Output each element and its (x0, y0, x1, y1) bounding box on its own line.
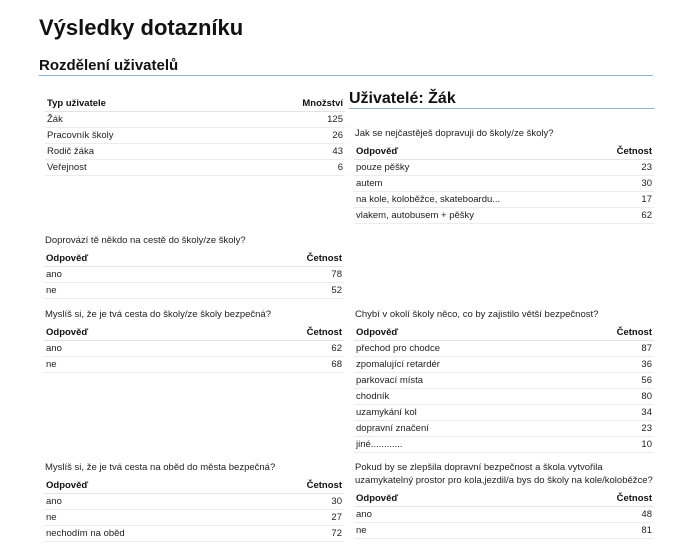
table-cell: ano (44, 267, 206, 283)
table-row (354, 208, 654, 224)
table-row (354, 192, 654, 208)
subsection-title: Uživatelé: Žák (349, 90, 456, 107)
table-cell: ne (354, 523, 516, 539)
table-cell: 48 (516, 507, 654, 523)
table-header-row (354, 143, 654, 160)
table-cell: 27 (247, 510, 344, 526)
subsection-divider (349, 108, 654, 109)
table-header-row (354, 490, 654, 507)
section-title: Rozdělení uživatelů (39, 57, 179, 74)
table-cell: 87 (561, 341, 654, 357)
column-header: Četnost (561, 324, 654, 341)
table-cell: 10 (561, 437, 654, 453)
table-header-row (44, 250, 344, 267)
table-cell: Veřejnost (45, 160, 229, 176)
survey-block (354, 461, 654, 539)
survey-block (354, 308, 654, 453)
table-cell: 52 (206, 283, 344, 299)
table-row (45, 112, 345, 128)
table-cell: vlakem, autobusem + pěšky (354, 208, 591, 224)
survey-table (44, 477, 344, 542)
survey-question: Doprovází tě někdo na cestě do školy/ze školy? (45, 235, 246, 246)
table-row (44, 526, 344, 542)
column-header: Četnost (591, 143, 654, 160)
table-cell: Rodič žáka (45, 144, 229, 160)
column-header: Odpověď (354, 324, 561, 341)
column-header: Odpověď (44, 477, 247, 494)
table-cell: ne (44, 283, 206, 299)
table-row (354, 373, 654, 389)
table-cell: 23 (591, 160, 654, 176)
table-cell: 6 (229, 160, 345, 176)
survey-question: Myslíš si, že je tvá cesta na oběd do města bezpečná? (45, 462, 276, 473)
column-header: Četnost (516, 490, 654, 507)
table-cell: jiné............ (354, 437, 561, 453)
table-header-row (44, 324, 344, 341)
table-row (45, 128, 345, 144)
table-cell: 26 (229, 128, 345, 144)
table-cell: 62 (206, 341, 344, 357)
column-header: Odpověď (354, 490, 516, 507)
table-cell: ne (44, 510, 247, 526)
survey-block (354, 127, 654, 224)
table-cell: 17 (591, 192, 654, 208)
table-cell: parkovací místa (354, 373, 561, 389)
survey-block (44, 308, 344, 373)
table-cell: dopravní značení (354, 421, 561, 437)
table-row (354, 176, 654, 192)
table-cell: uzamykání kol (354, 405, 561, 421)
table-row (44, 357, 344, 373)
table-cell: na kole, koloběžce, skateboardu... (354, 192, 591, 208)
table-row (44, 341, 344, 357)
table-cell: 30 (247, 494, 344, 510)
table-header-row (45, 95, 345, 112)
survey-table (354, 143, 654, 224)
column-header: Odpověď (354, 143, 591, 160)
table-cell: ano (354, 507, 516, 523)
survey-block (44, 461, 344, 542)
survey-question: Pokud by se zlepšila dopravní bezpečnost a škola vytvořila uzamykatelný prostor pro kola,jezdil/a bys do školy na kole/koloběžce? (355, 462, 653, 486)
table-row (354, 160, 654, 176)
survey-table (354, 490, 654, 539)
table-cell: nechodím na oběd (44, 526, 247, 542)
table-row (354, 523, 654, 539)
column-header: Množství (229, 95, 345, 112)
table-cell: 72 (247, 526, 344, 542)
table-cell: 23 (561, 421, 654, 437)
table-row (354, 341, 654, 357)
users-table-block (45, 95, 345, 176)
table-cell: 62 (591, 208, 654, 224)
table-cell: 34 (561, 405, 654, 421)
table-cell: ano (44, 494, 247, 510)
table-cell: autem (354, 176, 591, 192)
table-cell: 80 (561, 389, 654, 405)
table-row (44, 510, 344, 526)
table-row (45, 144, 345, 160)
table-cell: 36 (561, 357, 654, 373)
table-cell: přechod pro chodce (354, 341, 561, 357)
table-row (354, 421, 654, 437)
survey-table (44, 250, 344, 299)
table-cell: 81 (516, 523, 654, 539)
survey-question: Jak se nejčastěješ dopravuji do školy/ze školy? (355, 128, 554, 139)
table-row (44, 283, 344, 299)
table-cell: chodník (354, 389, 561, 405)
table-row (354, 437, 654, 453)
table-cell: ano (44, 341, 206, 357)
table-row (44, 494, 344, 510)
survey-block (44, 234, 344, 299)
table-cell: 43 (229, 144, 345, 160)
column-header: Odpověď (44, 250, 206, 267)
table-row (354, 405, 654, 421)
table-cell: Žák (45, 112, 229, 128)
users-table (45, 95, 345, 176)
survey-table (354, 324, 654, 453)
table-cell: 68 (206, 357, 344, 373)
survey-question: Myslíš si, že je tvá cesta do školy/ze školy bezpečná? (45, 309, 271, 320)
table-cell: pouze pěšky (354, 160, 591, 176)
table-cell: 125 (229, 112, 345, 128)
section-divider (39, 75, 653, 76)
table-row (44, 267, 344, 283)
survey-question: Chybí v okolí školy něco, co by zajistilo větší bezpečnost? (355, 309, 599, 320)
table-row (354, 389, 654, 405)
column-header: Četnost (206, 250, 344, 267)
page-title: Výsledky dotazníku (39, 15, 244, 40)
table-cell: zpomalující retardér (354, 357, 561, 373)
table-cell: 56 (561, 373, 654, 389)
table-row (354, 507, 654, 523)
column-header: Četnost (206, 324, 344, 341)
table-header-row (354, 324, 654, 341)
column-header: Odpověď (44, 324, 206, 341)
column-header: Typ uživatele (45, 95, 229, 112)
table-cell: Pracovník školy (45, 128, 229, 144)
survey-table (44, 324, 344, 373)
table-cell: ne (44, 357, 206, 373)
table-row (354, 357, 654, 373)
table-header-row (44, 477, 344, 494)
table-cell: 30 (591, 176, 654, 192)
table-row (45, 160, 345, 176)
table-cell: 78 (206, 267, 344, 283)
column-header: Četnost (247, 477, 344, 494)
